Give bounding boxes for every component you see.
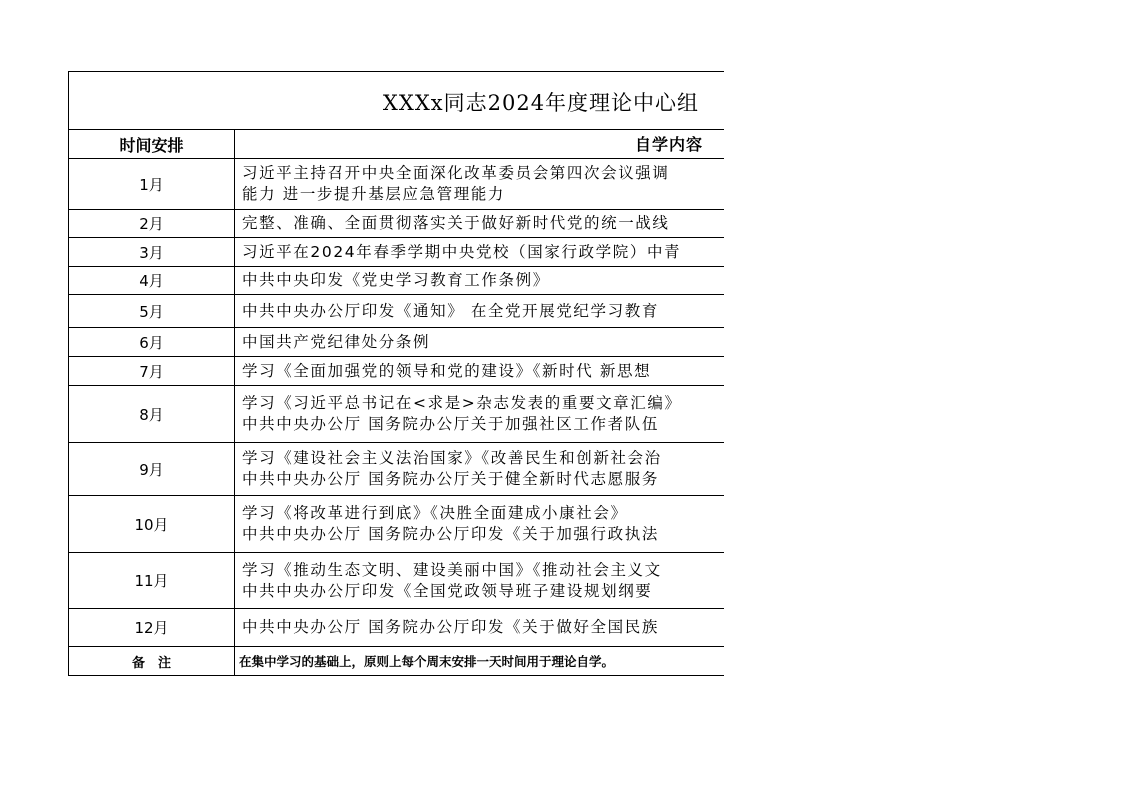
content-cell	[235, 496, 724, 552]
content-line: 学习《全面加强党的领导和党的建设》《新时代 新思想	[242, 361, 652, 380]
content-line: 中共中央办公厅 国务院办公厅关于健全新时代志愿服务	[242, 470, 659, 488]
table-row	[69, 443, 724, 496]
table-row	[69, 210, 724, 238]
content-line: 习近平主持召开中央全面深化改革委员会第四次会议强调	[242, 164, 670, 182]
table-row	[69, 295, 724, 328]
content-line: 中国共产党纪律处分条例	[242, 332, 431, 351]
content-cell	[235, 238, 724, 266]
content-cell	[235, 553, 724, 608]
month-cell: 11月	[69, 553, 235, 608]
month-cell: 12月	[69, 609, 235, 646]
month-cell: 1月	[69, 159, 235, 209]
content-cell	[235, 267, 724, 294]
content-line: 中共中央办公厅 国务院办公厅关于加强社区工作者队伍	[242, 415, 659, 433]
title-row	[69, 72, 724, 130]
table-row	[69, 238, 724, 267]
document-title: XXXx同志2024年度理论中心组	[382, 91, 700, 115]
content-line: 完整、准确、全面贯彻落实关于做好新时代党的统一战线	[242, 214, 670, 232]
note-row	[69, 647, 724, 676]
month-cell: 10月	[69, 496, 235, 552]
content-line: 中共中央办公厅 国务院办公厅印发《关于做好全国民族	[242, 618, 659, 636]
content-line: 中共中央办公厅印发《全国党政领导班子建设规划纲要	[242, 581, 653, 600]
table-row	[69, 386, 724, 443]
content-line: 习近平在2024年春季学期中央党校（国家行政学院）中青	[242, 242, 682, 261]
content-cell	[235, 210, 724, 237]
month-cell: 3月	[69, 238, 235, 266]
content-cell	[235, 159, 724, 209]
month-cell: 9月	[69, 443, 235, 495]
content-cell	[235, 357, 724, 385]
content-line: 学习《将改革进行到底》《决胜全面建成小康社会》	[242, 504, 628, 522]
table-row	[69, 553, 724, 609]
content-cell	[235, 443, 724, 495]
content-cell	[235, 328, 724, 356]
table-row	[69, 328, 724, 357]
content-line: 学习《建设社会主义法治国家》《改善民生和创新社会治	[242, 449, 662, 467]
content-line: 中共中央印发《党史学习教育工作条例》	[242, 271, 550, 289]
note-text: 在集中学习的基础上，原则上每个周末安排一天时间用于理论自学。	[239, 654, 615, 669]
content-column-header: 自学内容	[635, 134, 704, 154]
note-label: 备 注	[69, 647, 235, 676]
content-line: 中共中央办公厅 国务院办公厅印发《关于加强行政执法	[242, 525, 659, 543]
table-row	[69, 496, 724, 553]
content-line: 学习《习近平总书记在<求是>杂志发表的重要文章汇编》	[242, 394, 682, 412]
header-row	[69, 130, 724, 159]
table-row	[69, 159, 724, 210]
time-column-header: 时间安排	[69, 130, 235, 158]
content-cell	[235, 609, 724, 646]
month-cell: 4月	[69, 267, 235, 294]
month-cell: 2月	[69, 210, 235, 237]
table-row	[69, 609, 724, 647]
month-cell: 5月	[69, 295, 235, 327]
month-cell: 8月	[69, 386, 235, 442]
table-row	[69, 357, 724, 386]
month-cell: 6月	[69, 328, 235, 356]
table-row	[69, 267, 724, 295]
content-cell	[235, 386, 724, 442]
content-line: 能力 进一步提升基层应急管理能力	[242, 185, 506, 203]
content-line: 学习《推动生态文明、建设美丽中国》《推动社会主义文	[242, 560, 662, 579]
month-cell: 7月	[69, 357, 235, 385]
spreadsheet-table	[68, 71, 724, 676]
content-line: 中共中央办公厅印发《通知》 在全党开展党纪学习教育	[242, 301, 659, 320]
content-cell	[235, 295, 724, 327]
